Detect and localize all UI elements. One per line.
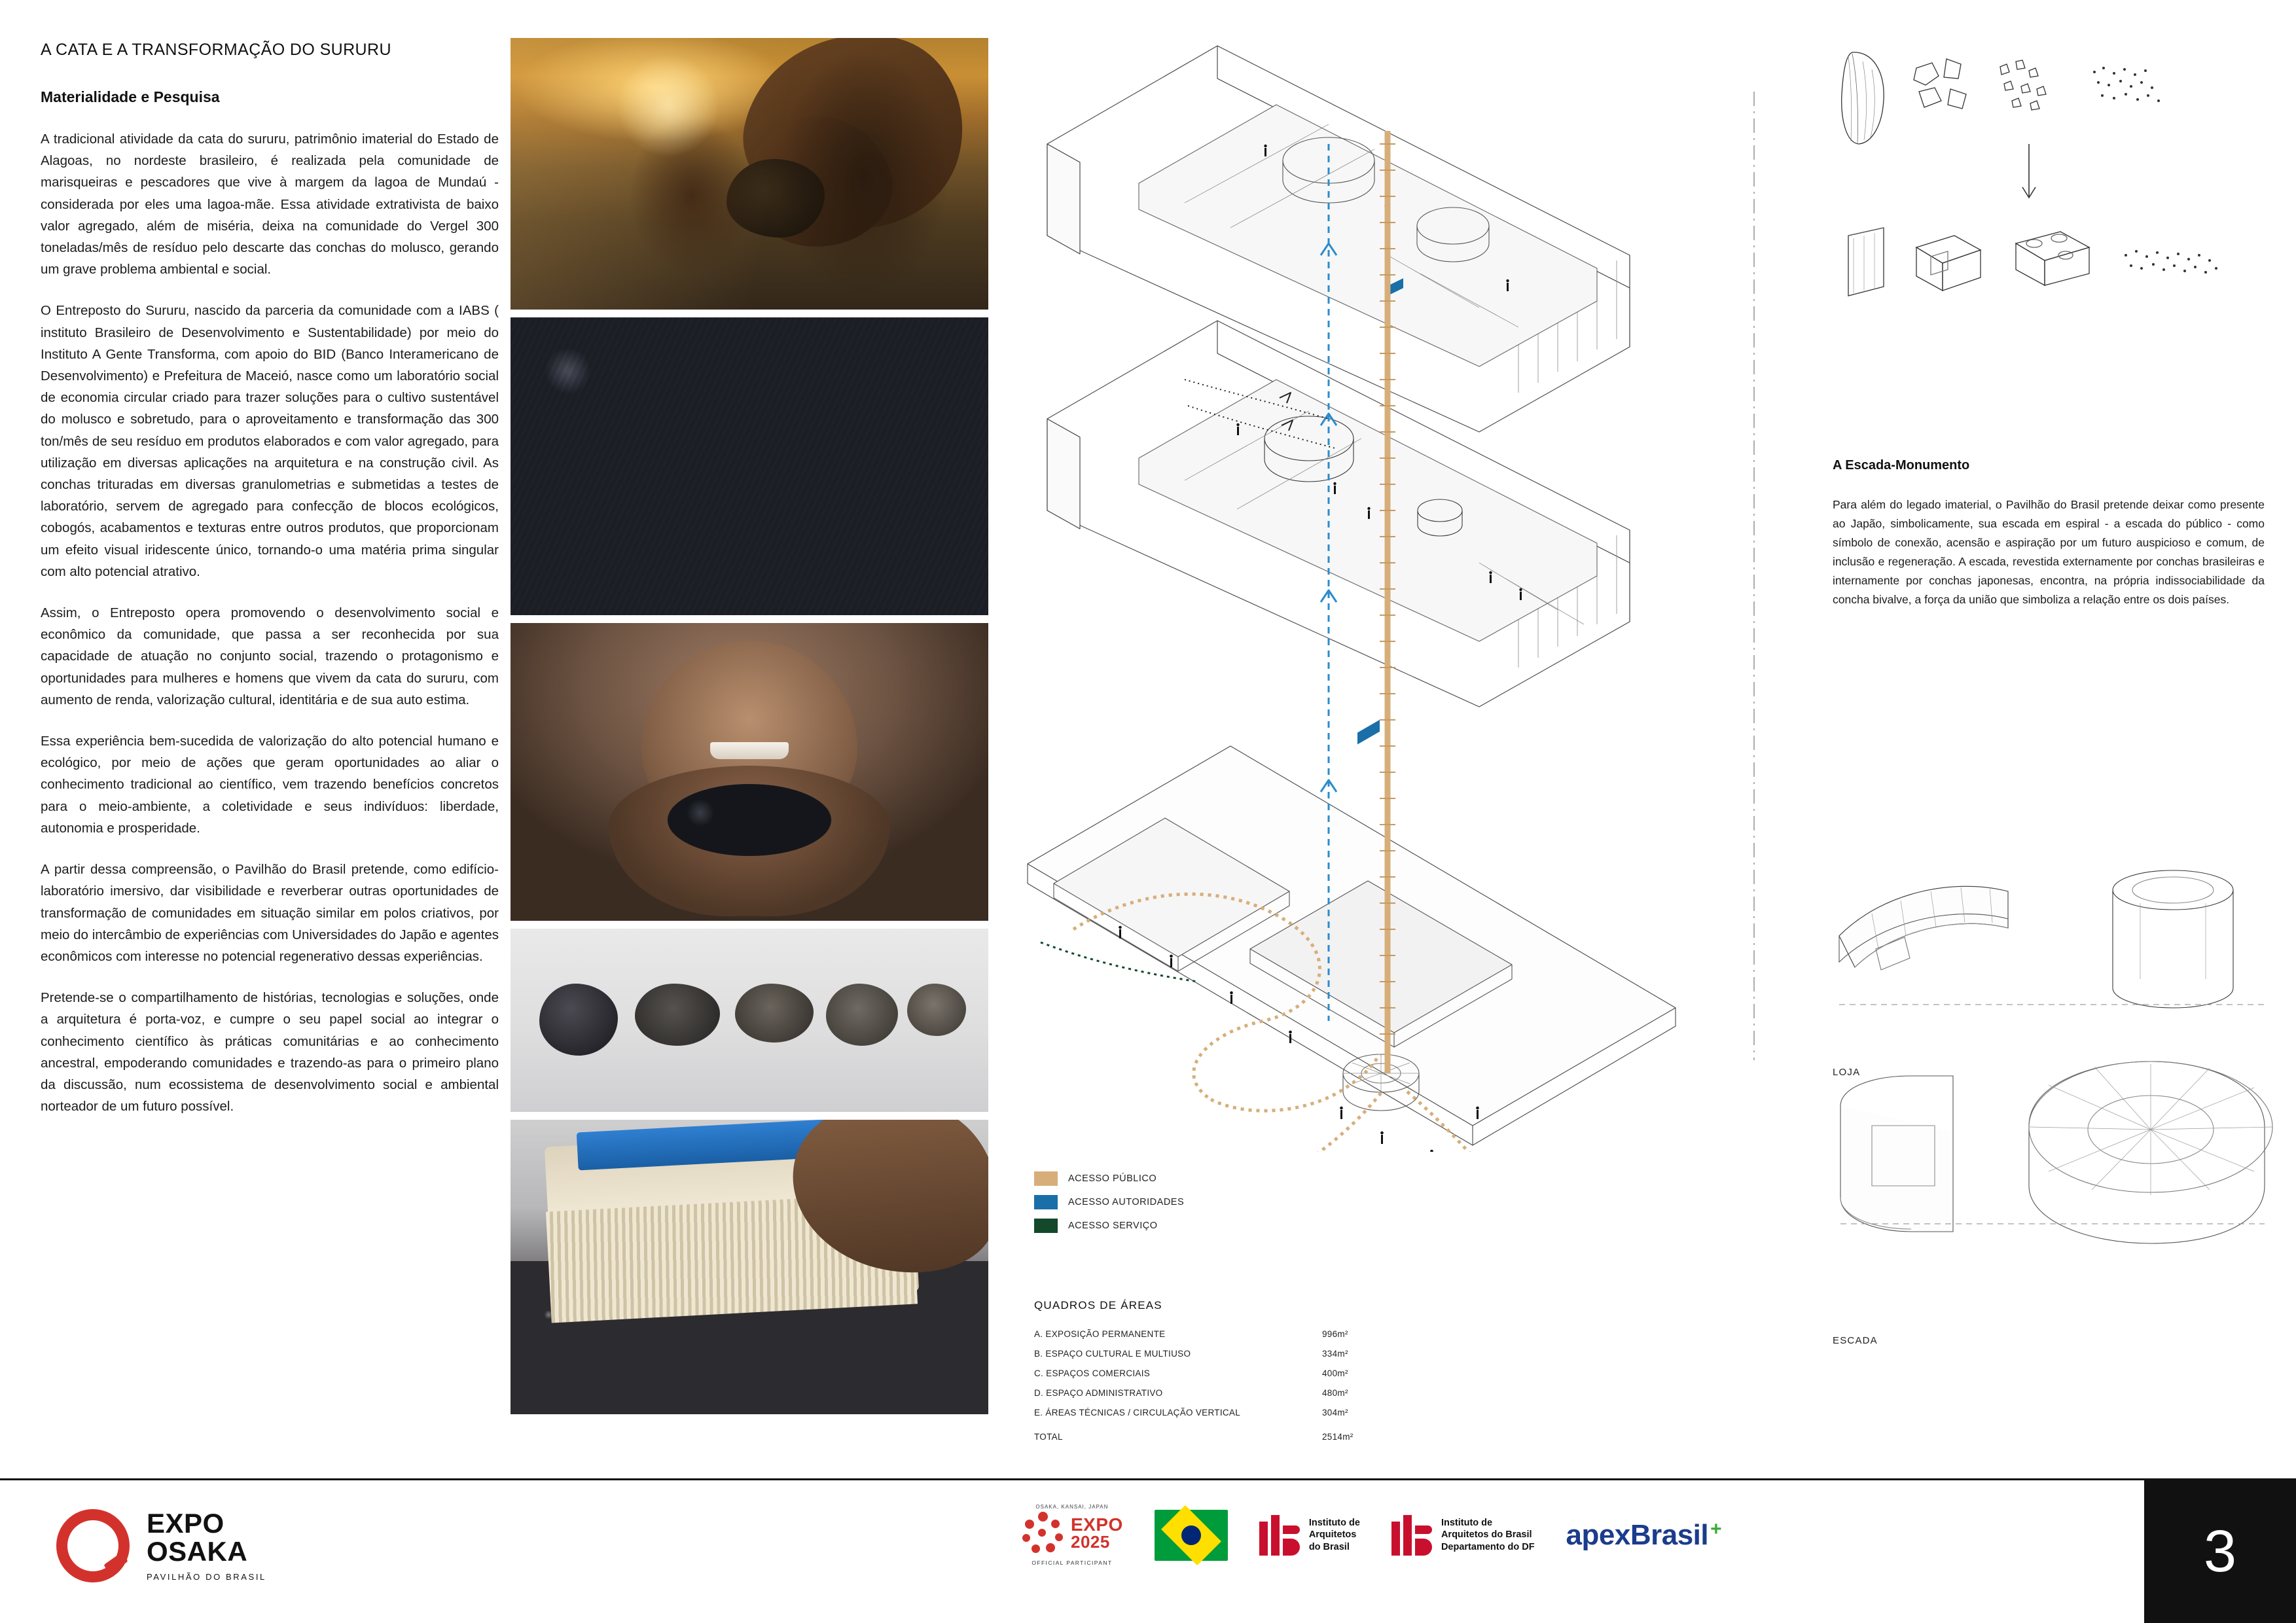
process-diagram-shell-to-aggregate <box>1833 39 2265 458</box>
page-title: A CATA E A TRANSFORMAÇÃO DO SURURU <box>41 41 391 59</box>
brazil-flag-icon <box>1155 1510 1228 1561</box>
legend-swatch-autoridades <box>1034 1195 1058 1209</box>
table-row <box>1034 1368 1492 1378</box>
body-paragraph-2: O Entreposto do Sururu, nascido da parceria da comunidade com a IABS ( instituto Brasileiro de Desenvolvimento e Sustentabilidade) por meio do Instituto A Gente Transforma, com apoio do BID (Banco Interamericano de Desenvolvimento) e Prefeitura de Maceió, nasce como um laboratório social de economia circular criado para trazer soluções para o cultivo sustentável do molusco e sobretudo, para o aproveitamento e transformação das 300 ton/mês de seu resíduo em produtos elaborados e com valor agregado, para utilização em diversas aplicações na arquitetura e na construção civil. As conchas trituradas em diversas granulometrias e submetidas a testes de laboratório, servem de agregado para confecção de blocos ecológicos, cobogós, acabamentos e texturas entre outros produtos, que proporcionam um efeito visual iridescente único, tornando-o uma matéria prima singular com alto potencial atrativo. <box>41 303 499 579</box>
expo-2025-location: OSAKA, KANSAI, JAPAN <box>1035 1504 1109 1510</box>
photo-escova-agregado <box>511 1120 988 1414</box>
iab-df-text <box>1441 1517 1535 1552</box>
icon-product-aggregate-dust <box>2125 250 2217 274</box>
drawing-escada <box>1840 1061 2272 1243</box>
expo-2025-year-text: 2025 <box>1071 1531 1110 1552</box>
body-paragraph-1: A tradicional atividade da cata do sururu, patrimônio imaterial do Estado de Alagoas, no nordeste brasileiro, é realizada pela comunidade de marisqueiras e pescadores que vive à margem da lagoa de Mundaú - considerada por eles uma lagoa-mãe. Essa atividade extrativista de baixo valor agregado, além de miséria, deixa na comunidade do Vergel 300 toneladas/mês de resíduo pelo descarte das conchas do molusco, gerando um grave problema ambiental e social. <box>41 132 499 277</box>
area-name: D. ESPAÇO ADMINISTRATIVO <box>1034 1388 1163 1398</box>
body-paragraph-4: Essa experiência bem-sucedida de valorização do alto potencial humano e ecológico, por meio de ações que geram oportunidades ao aliar o conhecimento tradicional ao científico, vem trazendo benefícios concretos para o meio-ambiente, a coletividade e seus indivíduos: liberdade, autonomia e prosperidade. <box>41 734 499 836</box>
legend-item <box>1034 1219 1309 1233</box>
icon-shell-granules-medium <box>2000 60 2046 110</box>
expo-brand-line1: EXPO <box>147 1508 224 1539</box>
body-paragraph-5: A partir dessa compreensão, o Pavilhão do Brasil pretende, como edifício-laboratório imersivo, dar visibilidade e reverberar outras oportunidades de transformação de comunidades em situação similar em polos criativos, por meio do intercâmbio de experiências com Universidades do Japão e agentes econômicos com interesse no potencial regenerativo dessas experiências. <box>41 862 499 964</box>
icon-shell-fragments-coarse <box>1914 59 1966 109</box>
stair-shop-technical-drawings <box>1833 851 2278 1394</box>
section-subtitle: Materialidade e Pesquisa <box>41 88 220 105</box>
area-name: E. ÁREAS TÉCNICAS / CIRCULAÇÃO VERTICAL <box>1034 1408 1241 1418</box>
caption-escada: ESCADA <box>1833 1335 1878 1346</box>
expo-2025-expo-text: EXPO <box>1071 1514 1123 1535</box>
photo-cata-sururu-maos-lagoa <box>511 38 988 310</box>
total-label: TOTAL <box>1034 1432 1063 1442</box>
areas-table <box>1034 1299 1492 1452</box>
partner-logos <box>1021 1504 1722 1566</box>
expo-2025-dots-icon <box>1021 1512 1064 1555</box>
photo-column <box>511 38 988 1422</box>
total-value: 2514m² <box>1322 1432 1354 1442</box>
legend-swatch-servico <box>1034 1219 1058 1233</box>
escada-monumento-title: A Escada-Monumento <box>1833 458 1970 473</box>
area-value: 304m² <box>1322 1408 1348 1418</box>
expo-2025-official-logo <box>1021 1504 1123 1566</box>
iab-df-line3: Departamento do DF <box>1441 1541 1535 1552</box>
iab-df-mark-icon <box>1391 1515 1432 1556</box>
expo-brand-text <box>147 1510 266 1582</box>
areas-table-title: QUADROS DE ÁREAS <box>1034 1299 1162 1311</box>
area-name: A. EXPOSIÇÃO PERMANENTE <box>1034 1329 1166 1339</box>
area-value: 480m² <box>1322 1388 1348 1398</box>
iab-brasil-line1: Instituto de <box>1308 1518 1360 1529</box>
apex-brasil-plus-icon: + <box>1710 1518 1722 1540</box>
table-row <box>1034 1388 1492 1398</box>
legend-swatch-publico <box>1034 1171 1058 1186</box>
legend-label-servico: ACESSO SERVIÇO <box>1068 1221 1158 1231</box>
expo-2025-participant-label: OFFICIAL PARTICIPANT <box>1031 1560 1113 1566</box>
text-column <box>41 41 499 1137</box>
legend-label-publico: ACESSO PÚBLICO <box>1068 1173 1157 1184</box>
iab-brasil-logo <box>1259 1515 1360 1556</box>
area-value: 334m² <box>1322 1349 1348 1359</box>
icon-product-panel <box>1848 228 1884 296</box>
iab-brasil-line3: do Brasil <box>1308 1541 1350 1552</box>
photo-marisqueira-sorrindo <box>511 623 988 921</box>
table-row <box>1034 1408 1492 1418</box>
icon-shell-powder-fine <box>2093 67 2160 102</box>
escada-monumento-text: Para além do legado imaterial, o Pavilhão do Brasil pretende deixar como presente ao Japão, simbolicamente, sua escada em espiral - a escada do público - como símbolo de conexão, acensão e aspiração por um futuro auspicioso e comum, de inclusão e regeneração. A escada, revestida externamente por conchas brasileiras e internamente por conchas japonesas, encontra, na própria indissociabilidade da concha bivalve, a força da união que simboliza a relação entre os dois países. <box>1833 498 2265 607</box>
icon-product-cobogo <box>2016 232 2089 285</box>
iab-mark-icon <box>1259 1515 1300 1556</box>
photo-conchas-sururu <box>511 317 988 615</box>
level-ground <box>1028 720 1676 1152</box>
footer-bar <box>0 1478 2296 1623</box>
area-name: B. ESPAÇO CULTURAL E MULTIUSO <box>1034 1349 1191 1359</box>
caption-loja: LOJA <box>1833 1067 1861 1078</box>
legend-item <box>1034 1171 1309 1186</box>
legend-label-autoridades: ACESSO AUTORIDADES <box>1068 1197 1185 1207</box>
table-row <box>1034 1349 1492 1359</box>
iab-df-line2: Arquitetos do Brasil <box>1441 1529 1532 1541</box>
arrow-down-icon <box>2022 144 2036 198</box>
drawing-loja <box>1839 870 2265 1008</box>
expo-brand-tagline: PAVILHÃO DO BRASIL <box>147 1571 266 1582</box>
iab-brasil-line2: Arquitetos <box>1308 1529 1357 1541</box>
area-name: C. ESPAÇOS COMERCIAIS <box>1034 1368 1151 1378</box>
iab-df-line1: Instituto de <box>1441 1518 1493 1529</box>
axonometric-exploded-drawing <box>1021 39 1826 1152</box>
apex-brasil-wordmark: apexBrasil <box>1566 1518 1709 1551</box>
area-value: 996m² <box>1322 1329 1348 1339</box>
body-paragraph-3: Assim, o Entreposto opera promovendo o desenvolvimento social e econômico da comunidade, que passa a ser reconhecida por sua capacidade de atuação no conjunto social, trazendo o protagonismo e oportunidades para mulheres e homens que vivem da cata do sururu, com aumento de renda, valorização cultural, identitária e de sua auto estima. <box>41 605 499 707</box>
expo-2025-mark <box>1021 1512 1123 1555</box>
expo-osaka-brand-logo <box>56 1509 266 1582</box>
expo-2025-wordmark <box>1071 1516 1123 1550</box>
right-column <box>1833 39 2265 609</box>
icon-product-block <box>1916 236 1981 291</box>
iab-brasil-text <box>1309 1517 1360 1552</box>
body-paragraph-6: Pretende-se o compartilhamento de histórias, tecnologias e soluções, onde a arquitetura é porta-voz, e cumpre o seu papel social ao integrar o conhecimento científico às práticas comunitárias e ao conhecimento ancestral, empoderando comunidades e trazendo-as para o primeiro plano da discussão, num ecossistema de desenvolvimento social e ambiental norteador de um futuro possível. <box>41 990 499 1115</box>
apex-brasil-logo <box>1566 1519 1720 1552</box>
table-row-total <box>1034 1432 1492 1442</box>
legend-item <box>1034 1195 1309 1209</box>
access-legend <box>1034 1171 1309 1242</box>
expo-brand-line2: OSAKA <box>147 1536 248 1567</box>
area-value: 400m² <box>1322 1368 1348 1378</box>
iab-df-logo <box>1391 1515 1535 1556</box>
icon-shell-whole <box>1842 52 1884 144</box>
table-row <box>1034 1329 1492 1339</box>
expo-ring-icon <box>56 1509 130 1582</box>
page-number: 3 <box>2203 1518 2237 1584</box>
photo-amostras-granulometria <box>511 929 988 1112</box>
